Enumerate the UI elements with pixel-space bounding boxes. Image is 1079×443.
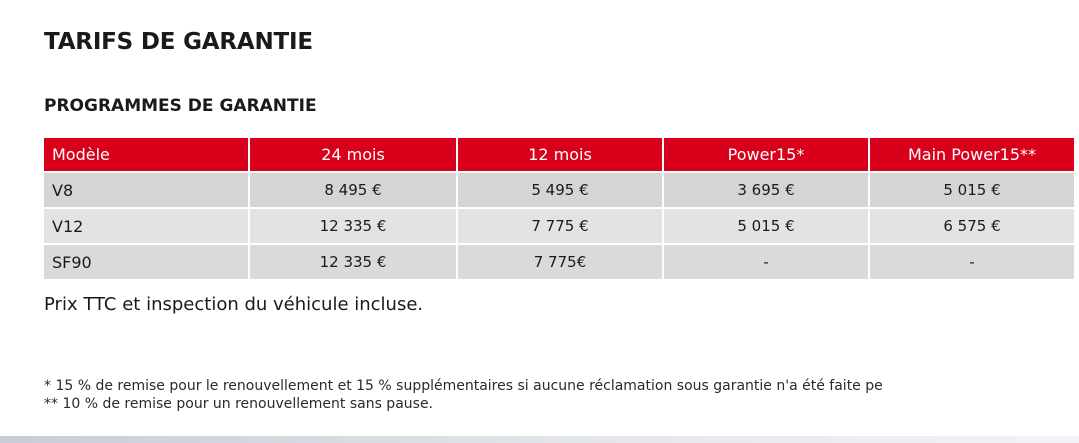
table-row [44, 245, 1074, 279]
page-title: TARIFS DE GARANTIE [44, 29, 313, 55]
cell-price: 5 015 € [870, 173, 1074, 207]
section-title: PROGRAMMES DE GARANTIE [44, 96, 317, 116]
cell-price: 3 695 € [664, 173, 868, 207]
cell-price: 6 575 € [870, 209, 1074, 243]
table-row [44, 209, 1074, 243]
cell-price: 7 775 € [458, 209, 662, 243]
column-header-24-months: 24 mois [250, 138, 456, 171]
cell-price: 8 495 € [250, 173, 456, 207]
column-header-12-months: 12 mois [458, 138, 662, 171]
cell-price: 7 775€ [458, 245, 662, 279]
table-header-row [44, 138, 1074, 171]
column-header-model: Modèle [44, 138, 248, 171]
table-row [44, 173, 1074, 207]
cell-price: 5 015 € [664, 209, 868, 243]
cell-price: 12 335 € [250, 245, 456, 279]
warranty-price-table [42, 136, 1076, 281]
column-header-power15: Power15* [664, 138, 868, 171]
cell-price: - [664, 245, 868, 279]
cell-model: V8 [44, 173, 248, 207]
footnote-1: * 15 % de remise pour le renouvellement et 15 % supplémentaires si aucune réclamation sous garantie n'a été faite pe [44, 378, 883, 394]
footnotes [44, 377, 1074, 413]
bottom-divider [0, 436, 1079, 443]
footnote-2: ** 10 % de remise pour un renouvellement sans pause. [44, 396, 434, 412]
column-header-main-power15: Main Power15** [870, 138, 1074, 171]
cell-model: V12 [44, 209, 248, 243]
cell-price: 12 335 € [250, 209, 456, 243]
cell-model: SF90 [44, 245, 248, 279]
price-note: Prix TTC et inspection du véhicule incluse. [44, 294, 424, 315]
cell-price: - [870, 245, 1074, 279]
cell-price: 5 495 € [458, 173, 662, 207]
